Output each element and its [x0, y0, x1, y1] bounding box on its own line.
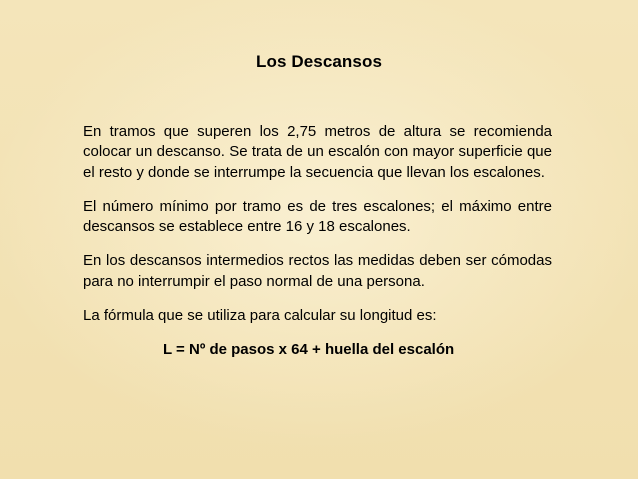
slide-body — [83, 122, 552, 361]
paragraph-descanso-recomendacion: En tramos que superen los 2,75 metros de altura se recomienda colocar un descanso. Se trata de un escalón con mayor superficie que el resto y donde se interrumpe la secuencia que llevan los escalones. — [83, 123, 552, 181]
paragraph-numero-escalones: El número mínimo por tramo es de tres escalones; el máximo entre descansos se establece entre 16 y 18 escalones. — [83, 197, 552, 236]
paragraph-formula-intro: La fórmula que se utiliza para calcular su longitud es: — [83, 307, 437, 325]
paragraph-descansos-intermedios: En los descansos intermedios rectos las medidas deben ser cómodas para no interrumpir el paso normal de una persona. — [83, 252, 552, 290]
formula-longitud: L = Nº de pasos x 64 + huella del escalón — [163, 341, 455, 359]
slide-title: Los Descansos — [255, 52, 383, 71]
